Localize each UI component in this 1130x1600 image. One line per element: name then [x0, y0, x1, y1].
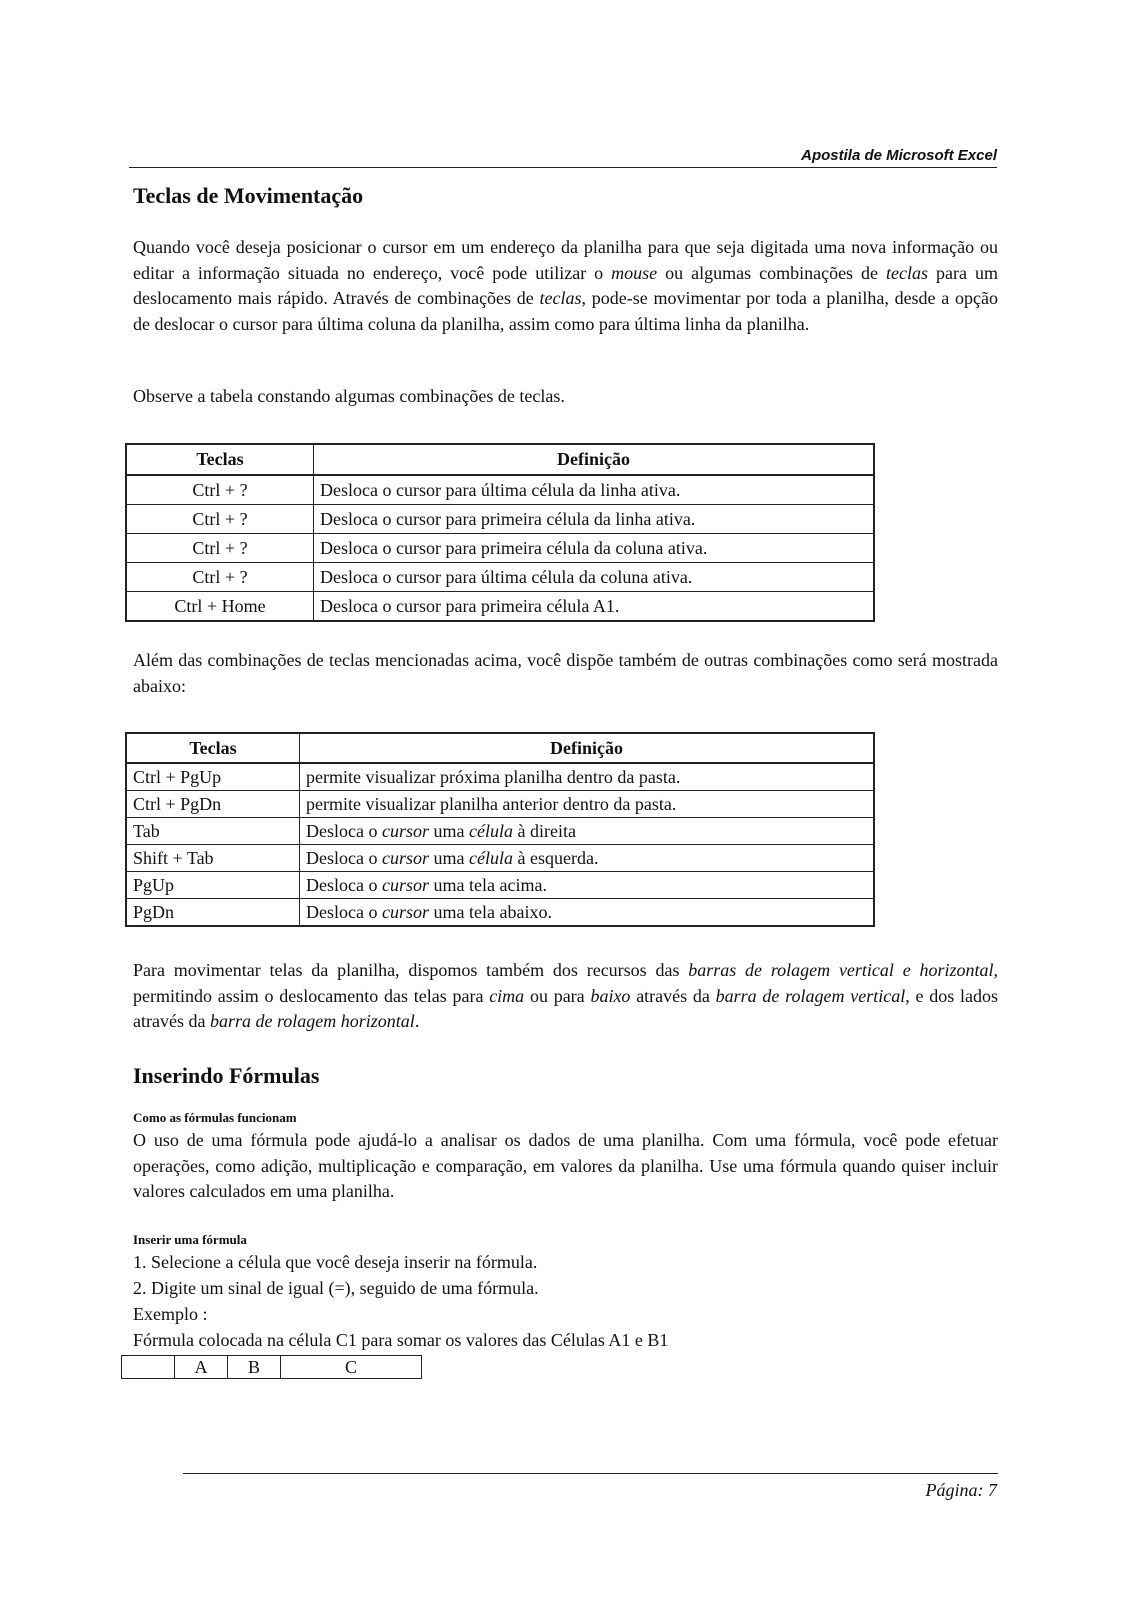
table-row	[126, 592, 874, 622]
key-cell: Ctrl + ?	[126, 534, 314, 563]
text-run: , pode-se movimentar por toda a planilha, desde a opção de deslocar o cursor para última coluna da planilha, assim como para última linha da planilha.	[133, 288, 998, 334]
key-cell: Shift + Tab	[126, 845, 300, 872]
text-run: Quando você deseja posicionar o cursor em um endereço da planilha para que seja digitada uma nova informação ou editar a informação situada no endereço, você pode utilizar o	[133, 237, 998, 283]
table-row	[126, 563, 874, 592]
intro-paragraph	[133, 235, 998, 337]
text-run: permite visualizar próxima planilha dentro da pasta.	[306, 766, 681, 787]
text-run: Para movimentar telas da planilha, dispomos também dos recursos das	[133, 960, 689, 980]
text-run: uma tela acima.	[429, 874, 547, 895]
text-run: Desloca o	[306, 874, 382, 895]
definition-cell: Desloca o cursor para última célula da linha ativa.	[314, 475, 875, 505]
text-run: para um deslocamento mais rápido. Através de combinações de	[133, 262, 998, 308]
key-cell: Ctrl + ?	[126, 475, 314, 505]
definition-cell	[300, 845, 875, 872]
emphasis-text: cursor	[381, 874, 429, 895]
grid-col-c: C	[281, 1356, 422, 1379]
exemplo-label: Exemplo :	[133, 1304, 208, 1324]
grid-corner	[122, 1356, 175, 1379]
emphasis-text: cursor	[381, 901, 429, 922]
emphasis-text: célula	[469, 847, 513, 868]
subheading-inserir: Inserir uma fórmula	[133, 1232, 247, 1247]
example-grid	[121, 1355, 422, 1379]
text-run: através da	[630, 985, 716, 1006]
subheading-como-funcionam: Como as fórmulas funcionam	[133, 1110, 297, 1125]
key-cell: Ctrl + Home	[126, 592, 314, 622]
key-cell: PgDn	[126, 899, 300, 927]
observe-text: Observe a tabela constando algumas combinações de teclas.	[133, 386, 565, 406]
text-run: Desloca o	[306, 901, 382, 922]
emphasis-text: barra de rolagem horizontal	[209, 1011, 415, 1031]
text-run: ou para	[524, 985, 591, 1006]
text-run: uma tela abaixo.	[429, 901, 552, 922]
emphasis-text: cursor	[381, 847, 429, 868]
table-row	[126, 475, 874, 505]
step-2: 2. Digite um sinal de igual (=), seguido de uma fórmula.	[133, 1278, 539, 1298]
emphasis-text: célula	[469, 820, 513, 841]
definition-cell	[300, 818, 875, 845]
scroll-paragraph	[133, 958, 998, 1035]
col-header-teclas: Teclas	[126, 444, 314, 475]
emphasis-text: barra de rolagem vertical	[715, 985, 906, 1006]
text-run: Desloca o	[306, 820, 382, 841]
section-title-formulas: Inserindo Fórmulas	[133, 1063, 320, 1088]
definition-cell: Desloca o cursor para primeira célula da linha ativa.	[314, 505, 875, 534]
grid-col-b: B	[228, 1356, 281, 1379]
footer-rule	[183, 1473, 998, 1474]
key-cell: Ctrl + PgDn	[126, 791, 300, 818]
table-row	[126, 899, 874, 927]
key-cell: PgUp	[126, 872, 300, 899]
definition-cell	[300, 763, 875, 791]
text-run: permite visualizar planilha anterior dentro da pasta.	[306, 793, 677, 814]
header-rule	[129, 167, 997, 168]
col-header-definicao: Definição	[314, 444, 875, 475]
emphasis-text: teclas	[539, 288, 582, 308]
other-keys-table	[125, 732, 875, 927]
definition-cell: Desloca o cursor para primeira célula A1.	[314, 592, 875, 622]
key-cell: Ctrl + PgUp	[126, 763, 300, 791]
header-title: Apostila de Microsoft Excel	[801, 147, 997, 164]
table-row	[126, 534, 874, 563]
text-run: uma	[429, 847, 469, 868]
col-header-teclas: Teclas	[126, 733, 300, 763]
text-run: ou algumas combinações de	[657, 262, 887, 283]
emphasis-text: cursor	[381, 820, 429, 841]
grid-col-a: A	[175, 1356, 228, 1379]
movement-keys-table	[125, 443, 875, 622]
table-row	[126, 818, 874, 845]
definition-cell	[300, 899, 875, 927]
table-row	[126, 845, 874, 872]
text-run: , e dos lados através da	[133, 985, 999, 1031]
emphasis-text: teclas	[886, 262, 929, 283]
emphasis-text: mouse	[611, 262, 658, 283]
page-number: Página: 7	[925, 1480, 997, 1500]
text-run: uma	[429, 820, 469, 841]
step-1: 1. Selecione a célula que você deseja inserir na fórmula.	[133, 1252, 538, 1272]
text-run: , permitindo assim o deslocamento das telas para	[133, 960, 998, 1006]
key-cell: Tab	[126, 818, 300, 845]
text-run: .	[414, 1011, 420, 1031]
definition-cell: Desloca o cursor para última célula da coluna ativa.	[314, 563, 875, 592]
emphasis-text: barras de rolagem vertical e horizontal	[688, 960, 994, 980]
alem-paragraph: Além das combinações de teclas mencionadas acima, você dispõe também de outras combinações como será mostrada abaixo:	[133, 650, 998, 696]
table-row	[126, 872, 874, 899]
text-run: Desloca o	[306, 847, 382, 868]
table-row	[126, 791, 874, 818]
emphasis-text: baixo	[590, 985, 631, 1006]
text-run: à esquerda.	[512, 847, 599, 868]
key-cell: Ctrl + ?	[126, 563, 314, 592]
col-header-definicao: Definição	[300, 733, 875, 763]
definition-cell	[300, 791, 875, 818]
emphasis-text: cima	[489, 985, 525, 1006]
definition-cell	[300, 872, 875, 899]
formula-description: Fórmula colocada na célula C1 para somar os valores das Células A1 e B1	[133, 1330, 669, 1350]
table-row	[126, 505, 874, 534]
section-title-movimentacao: Teclas de Movimentação	[133, 183, 364, 208]
key-cell: Ctrl + ?	[126, 505, 314, 534]
text-run: à direita	[512, 820, 576, 841]
definition-cell: Desloca o cursor para primeira célula da coluna ativa.	[314, 534, 875, 563]
table-row	[126, 763, 874, 791]
formulas-paragraph: O uso de uma fórmula pode ajudá-lo a analisar os dados de uma planilha. Com uma fórmula, você pode efetuar operações, como adição, multiplicação e comparação, em valores da planilha. Use uma fórmula quando quiser incluir valores calculados em uma planilha.	[133, 1130, 998, 1201]
